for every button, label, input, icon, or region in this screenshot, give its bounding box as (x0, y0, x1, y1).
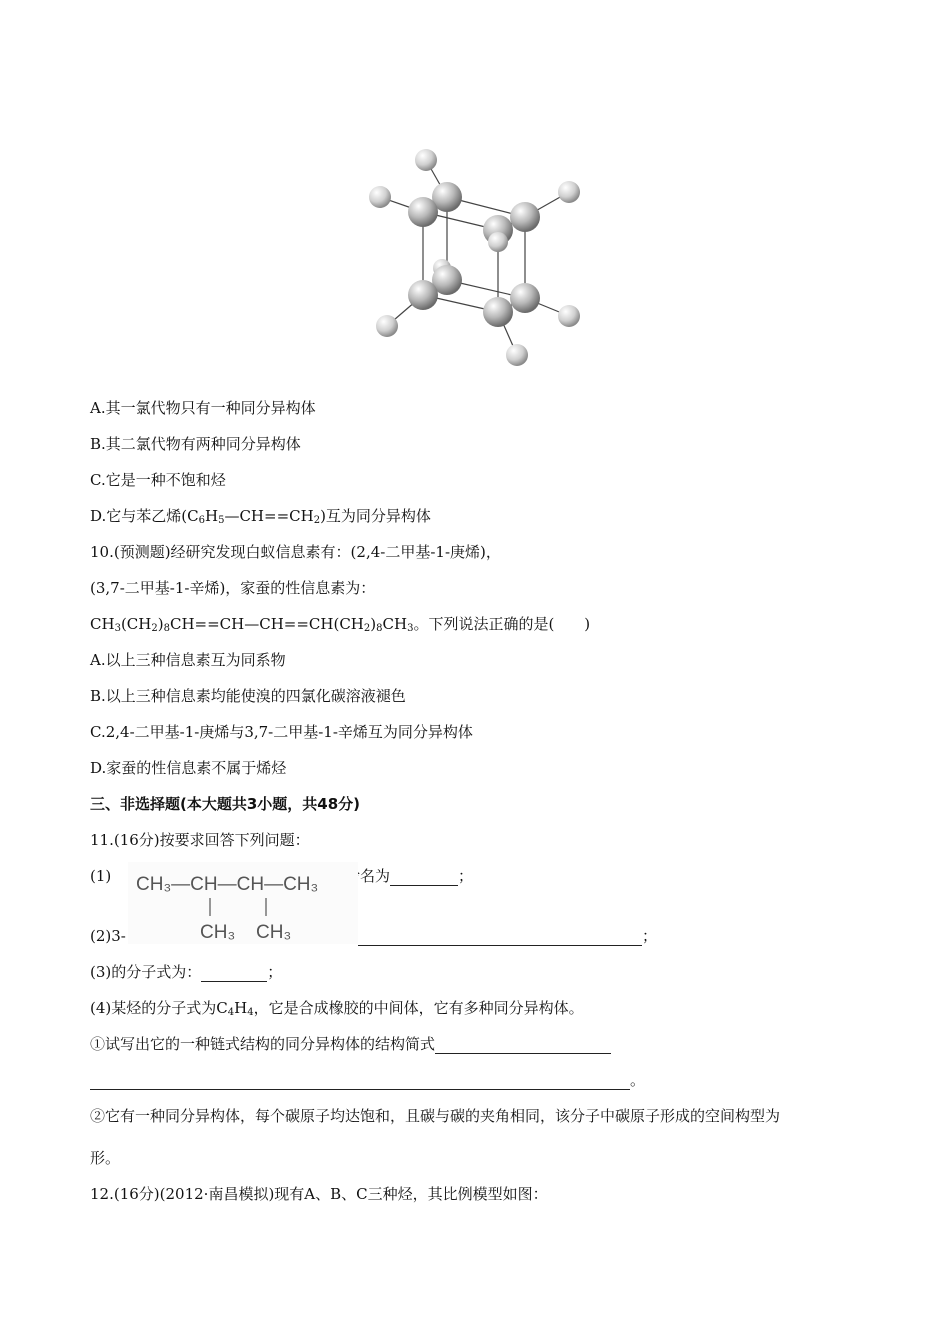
answer-blank[interactable] (435, 1037, 611, 1054)
q12-stem: 12.(16分)(2012·南昌模拟)现有A、B、C三种烃，其比例模型如图： (90, 1185, 548, 1203)
q10-option-c: C.2,4-二甲基-1-庚烯与3,7-二甲基-1-辛烯互为同分异构体 (90, 723, 473, 741)
q11-part4: (4)某烃的分子式为$C_4H_4$，它是合成橡胶的中间体，它有多种同分异构体。 (90, 999, 584, 1018)
q11-part2-answer: ； (358, 926, 657, 946)
q11-part1-label: (1) (90, 867, 112, 885)
q11-part1-text: 的系统命名为 ； (300, 867, 474, 885)
section-3-heading: 三、非选择题(本大题共3小题，共48分) (90, 795, 361, 813)
answer-blank[interactable] (358, 929, 642, 946)
cubane-molecule-figure (355, 140, 595, 370)
answer-blank[interactable] (390, 869, 458, 886)
q11-part4-sub1: ①试写出它的一种链式结构的同分异构体的结构简式 (90, 1034, 611, 1054)
q10-stem-line1: 10.(预测题)经研究发现白蚁信息素有：(2,4-二甲基-1-庚烯)， (90, 543, 501, 561)
answer-blank[interactable] (90, 1073, 630, 1090)
q10-option-d: D.家蚕的性信息素不属于烯烃 (90, 759, 287, 777)
q11-part3: (3)的分子式为： ； (90, 963, 283, 981)
q11-part4-sub2: ②它有一种同分异构体，每个碳原子均达饱和，且碳与碳的夹角相同，该分子中碳原子形成的空间构型为 (90, 1107, 781, 1125)
q9-option-b: B.其二氯代物有两种同分异构体 (90, 435, 301, 453)
q10-stem-line2: (3,7-二甲基-1-辛烯)，家蚕的性信息素为： (90, 579, 376, 597)
q11-part2-label: (2)3- (90, 927, 126, 945)
q11-part4-sub2-end: 形。 (90, 1149, 121, 1167)
answer-blank[interactable] (201, 965, 267, 982)
q10-option-a: A.以上三种信息素互为同系物 (90, 651, 286, 669)
q9-option-d: D.它与苯乙烯$(C_6H_5—CH==CH_2)$互为同分异构体 (90, 507, 431, 526)
formula-branch-1: CH₃ (200, 922, 236, 943)
structural-formula-image (128, 862, 358, 944)
formula-main-chain: CH₃—CH—CH—CH₃ (136, 874, 319, 895)
q11-part4-sub1-cont: 。 (90, 1070, 645, 1090)
q9-option-a: A.其一氯代物只有一种同分异构体 (90, 399, 316, 417)
q10-stem-line3: $CH_3(CH_2)_8CH==CH—CH==CH(CH_2)_8CH_3$。下列说法正确的是( ) (90, 615, 591, 634)
formula-branch-2: CH₃ (256, 922, 292, 943)
q9-option-c: C.它是一种不饱和烃 (90, 471, 226, 489)
q11-title: 11.(16分)按要求回答下列问题： (90, 831, 310, 849)
q10-option-b: B.以上三种信息素均能使溴的四氯化碳溶液褪色 (90, 687, 406, 705)
